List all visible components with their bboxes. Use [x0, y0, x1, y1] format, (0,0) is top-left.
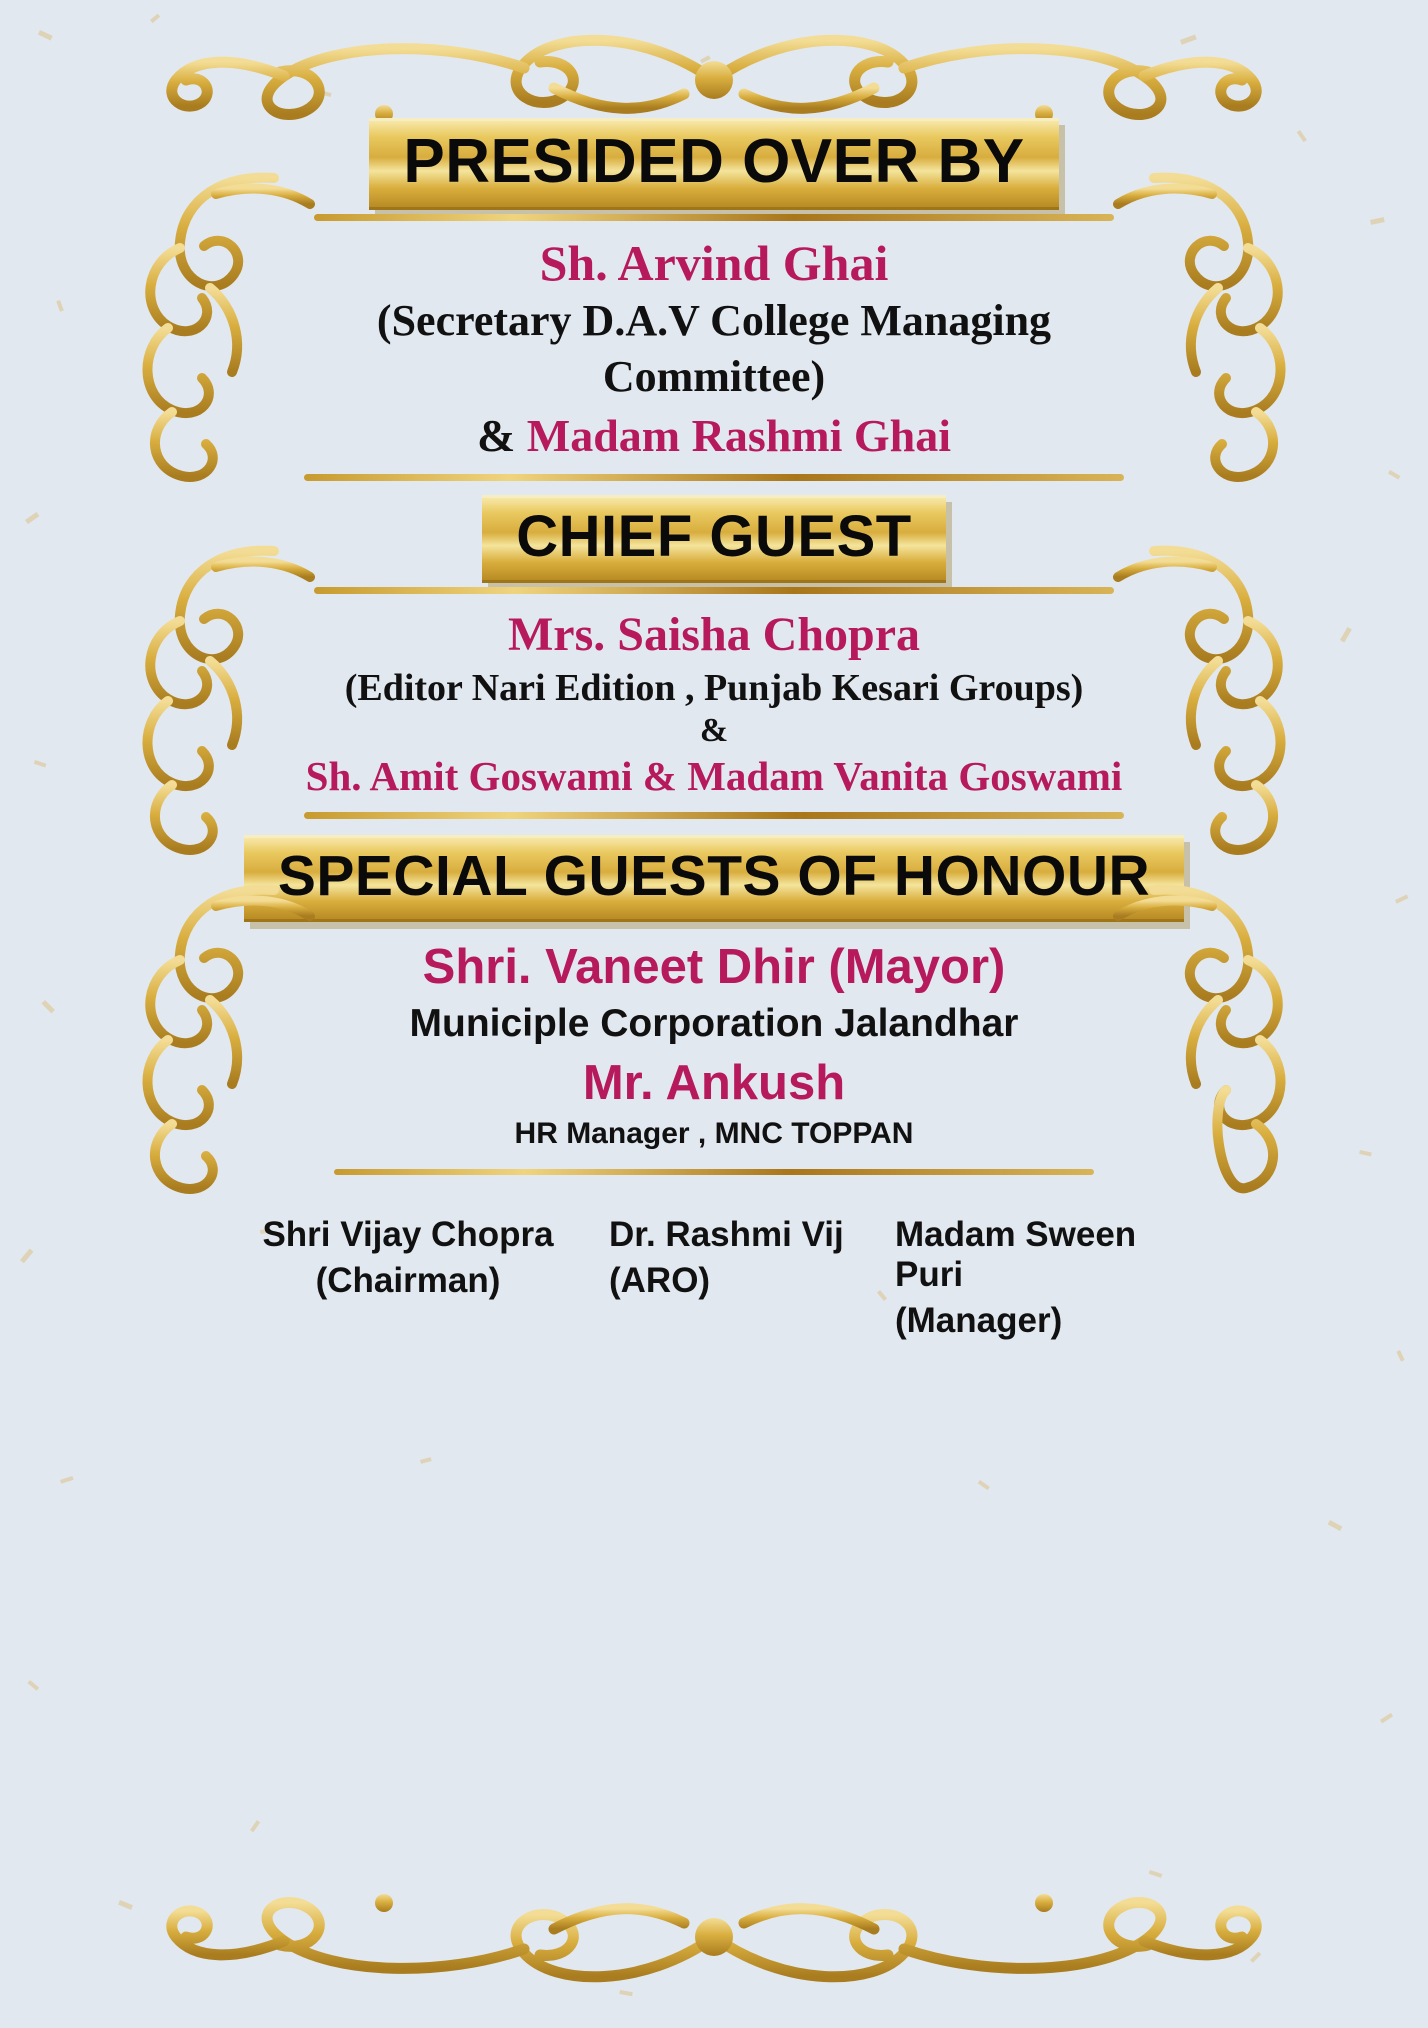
divider-rule-bottom-3 — [334, 1169, 1094, 1175]
banner-chief-guest-label: CHIEF GUEST — [516, 503, 912, 569]
top-flourish-ornament — [84, 18, 1344, 133]
guest-role-3: (Manager) — [895, 1301, 1063, 1341]
guest-role-1: (Chairman) — [315, 1261, 501, 1301]
guest-name-1: Shri Vijay Chopra — [262, 1215, 554, 1255]
banner-chief-guest — [482, 495, 945, 583]
chief-guest-name-2: Sh. Amit Goswami & Madam Vanita Goswami — [305, 753, 1123, 800]
divider-rule-bottom-1 — [304, 474, 1124, 481]
divider-rule-bottom-2 — [304, 812, 1124, 819]
guest-item-1 — [243, 1215, 573, 1341]
special-guests-content — [134, 916, 1294, 1155]
guest-name-2: Dr. Rashmi Vij — [609, 1215, 844, 1255]
divider-rule-top-2 — [314, 587, 1114, 594]
bottom-flourish-ornament — [84, 1889, 1344, 2004]
section-special-guests — [134, 916, 1294, 1175]
chief-guest-name: Mrs. Saisha Chopra — [507, 607, 921, 661]
guest-item-3 — [895, 1215, 1185, 1341]
guest-role-2: (ARO) — [609, 1261, 711, 1301]
presider-name: Sh. Arvind Ghai — [539, 235, 889, 291]
guest-list — [134, 1215, 1294, 1341]
presider-designation-line1: (Secretary D.A.V College Managing — [376, 296, 1052, 345]
banner-presided-over-by — [369, 118, 1058, 210]
banner-presided-over-by-label: PRESIDED OVER BY — [403, 127, 1025, 196]
chief-guest-content — [134, 594, 1294, 804]
special-guest-designation-2: HR Manager , MNC TOPPAN — [514, 1117, 914, 1151]
section-chief-guest — [134, 577, 1294, 819]
presider-designation-line2: Committee) — [602, 351, 826, 401]
section-presided-over-by — [134, 204, 1294, 481]
guest-name-3: Madam Sween Puri — [895, 1215, 1137, 1295]
guest-item-2 — [609, 1215, 859, 1341]
special-guest-name: Shri. Vaneet Dhir (Mayor) — [422, 940, 1006, 995]
ampersand-2: & — [699, 712, 729, 750]
chief-guest-designation: (Editor Nari Edition , Punjab Kesari Groups) — [344, 666, 1084, 709]
special-guest-designation: Municiple Corporation Jalandhar — [409, 1002, 1019, 1046]
ampersand-1: & — [476, 409, 527, 461]
divider-rule-top-1 — [314, 214, 1114, 221]
presider-second-name-line — [204, 409, 1224, 462]
special-guest-name-2: Mr. Ankush — [582, 1056, 846, 1111]
presider-name-2: Madam Rashmi Ghai — [526, 409, 952, 461]
banner-special-guests — [244, 835, 1184, 922]
banner-special-guests-label: SPECIAL GUESTS OF HONOUR — [277, 844, 1151, 909]
presided-over-by-content — [134, 221, 1294, 466]
